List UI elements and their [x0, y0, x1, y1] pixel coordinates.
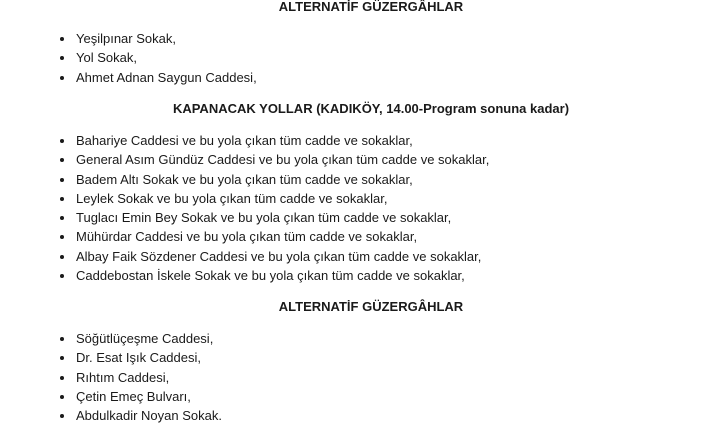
list-item: Dr. Esat Işık Caddesi, [0, 348, 222, 367]
alternative-routes-list-2 [0, 329, 222, 425]
list-item: Albay Faik Sözdener Caddesi ve bu yola çıkan tüm cadde ve sokaklar, [0, 247, 489, 266]
list-item: Yol Sokak, [0, 48, 257, 67]
list-item: Abdulkadir Noyan Sokak. [0, 406, 222, 425]
alternative-routes-heading-2: ALTERNATİF GÜZERGÂHLAR [278, 299, 464, 314]
alternative-routes-heading: ALTERNATİF GÜZERGÂHLAR [278, 0, 464, 14]
alternative-routes-list [0, 29, 257, 87]
list-item: Ahmet Adnan Saygun Caddesi, [0, 68, 257, 87]
closed-roads-heading: KAPANACAK YOLLAR (KADIKÖY, 14.00-Program sonuna kadar) [172, 101, 570, 116]
list-item: Yeşilpınar Sokak, [0, 29, 257, 48]
list-item: Badem Altı Sokak ve bu yola çıkan tüm cadde ve sokaklar, [0, 170, 489, 189]
list-item: Söğütlüçeşme Caddesi, [0, 329, 222, 348]
closed-roads-list [0, 131, 489, 285]
list-item: Bahariye Caddesi ve bu yola çıkan tüm cadde ve sokaklar, [0, 131, 489, 150]
list-item: Leylek Sokak ve bu yola çıkan tüm cadde ve sokaklar, [0, 189, 489, 208]
list-item: General Asım Gündüz Caddesi ve bu yola çıkan tüm cadde ve sokaklar, [0, 150, 489, 169]
list-item: Caddebostan İskele Sokak ve bu yola çıkan tüm cadde ve sokaklar, [0, 266, 489, 285]
list-item: Çetin Emeç Bulvarı, [0, 387, 222, 406]
list-item: Rıhtım Caddesi, [0, 368, 222, 387]
list-item: Mühürdar Caddesi ve bu yola çıkan tüm cadde ve sokaklar, [0, 227, 489, 246]
list-item: Tuglacı Emin Bey Sokak ve bu yola çıkan tüm cadde ve sokaklar, [0, 208, 489, 227]
